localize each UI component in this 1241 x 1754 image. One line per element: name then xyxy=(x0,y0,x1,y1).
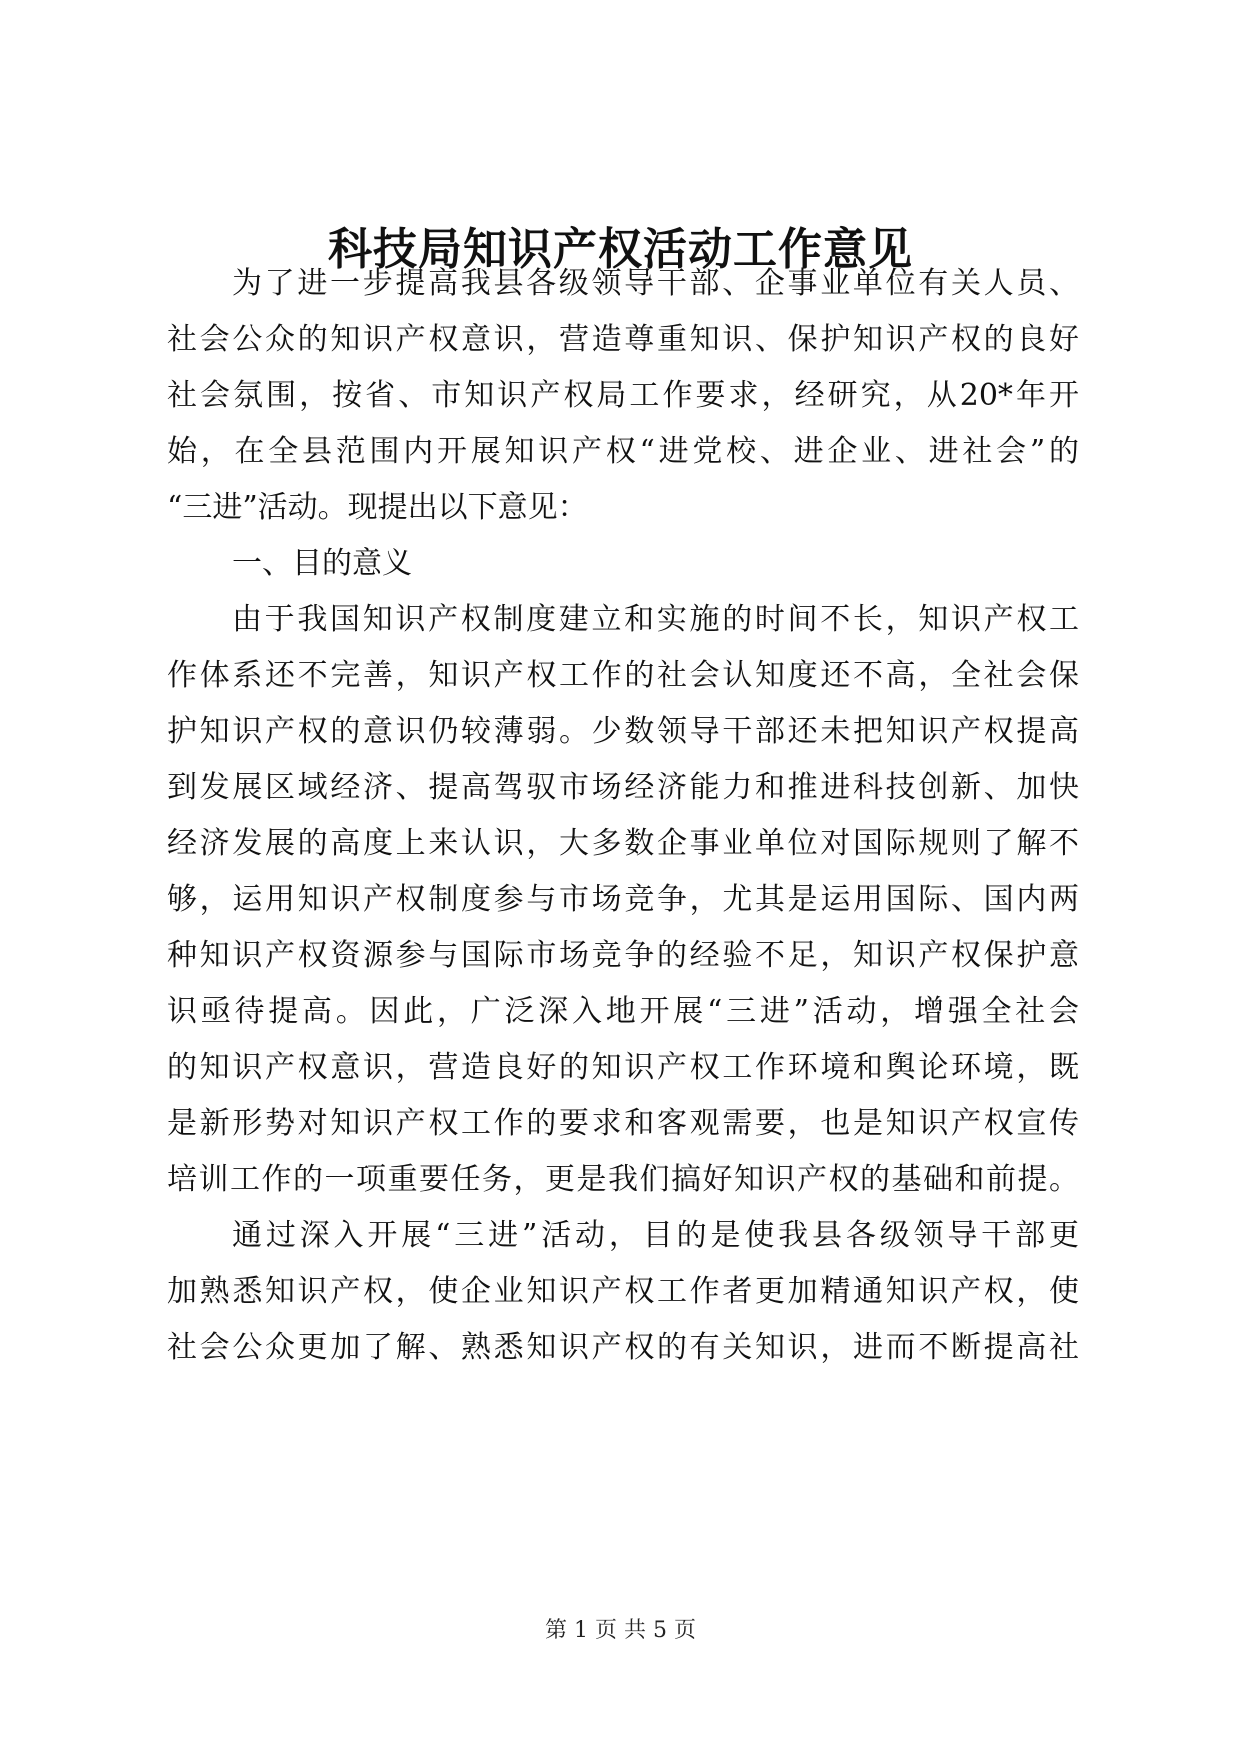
section-heading: 一、目的意义 xyxy=(232,546,412,581)
document-title: 科技局知识产权活动工作意见 xyxy=(328,224,913,275)
paragraph-line: 始，在全县范围内开展知识产权“进党校、进企业、进社会”的 xyxy=(167,434,1079,469)
paragraph-line: “三进”活动。现提出以下意见： xyxy=(167,490,588,525)
paragraph-line: 经济发展的高度上来认识，大多数企事业单位对国际规则了解不 xyxy=(167,826,1079,861)
paragraph-line: 的知识产权意识，营造良好的知识产权工作环境和舆论环境，既 xyxy=(167,1050,1079,1085)
paragraph-line: 由于我国知识产权制度建立和实施的时间不长，知识产权工 xyxy=(232,602,1079,637)
paragraph-line: 培训工作的一项重要任务，更是我们搞好知识产权的基础和前提。 xyxy=(167,1162,1079,1197)
paragraph-line: 种知识产权资源参与国际市场竞争的经验不足，知识产权保护意 xyxy=(167,938,1079,973)
paragraph-line: 社会氛围，按省、市知识产权局工作要求，经研究，从20*年开 xyxy=(167,378,1079,413)
paragraph-line: 够，运用知识产权制度参与市场竞争，尤其是运用国际、国内两 xyxy=(167,882,1079,917)
paragraph-line: 社会公众更加了解、熟悉知识产权的有关知识，进而不断提高社 xyxy=(167,1330,1079,1365)
paragraph-line: 通过深入开展“三进”活动，目的是使我县各级领导干部更 xyxy=(232,1218,1079,1253)
paragraph-line: 作体系还不完善，知识产权工作的社会认知度还不高，全社会保 xyxy=(167,658,1079,693)
paragraph-line: 是新形势对知识产权工作的要求和客观需要，也是知识产权宣传 xyxy=(167,1106,1079,1141)
paragraph-line: 护知识产权的意识仍较薄弱。少数领导干部还未把知识产权提高 xyxy=(167,714,1079,749)
page-number: 第 1 页 共 5 页 xyxy=(545,1618,696,1643)
paragraph-line: 识亟待提高。因此，广泛深入地开展“三进”活动，增强全社会 xyxy=(167,994,1079,1029)
paragraph-line: 社会公众的知识产权意识，营造尊重知识、保护知识产权的良好 xyxy=(167,322,1079,357)
paragraph-line: 为了进一步提高我县各级领导干部、企事业单位有关人员、 xyxy=(232,266,1079,301)
paragraph-line: 加熟悉知识产权，使企业知识产权工作者更加精通知识产权，使 xyxy=(167,1274,1079,1309)
paragraph-line: 到发展区域经济、提高驾驭市场经济能力和推进科技创新、加快 xyxy=(167,770,1079,805)
